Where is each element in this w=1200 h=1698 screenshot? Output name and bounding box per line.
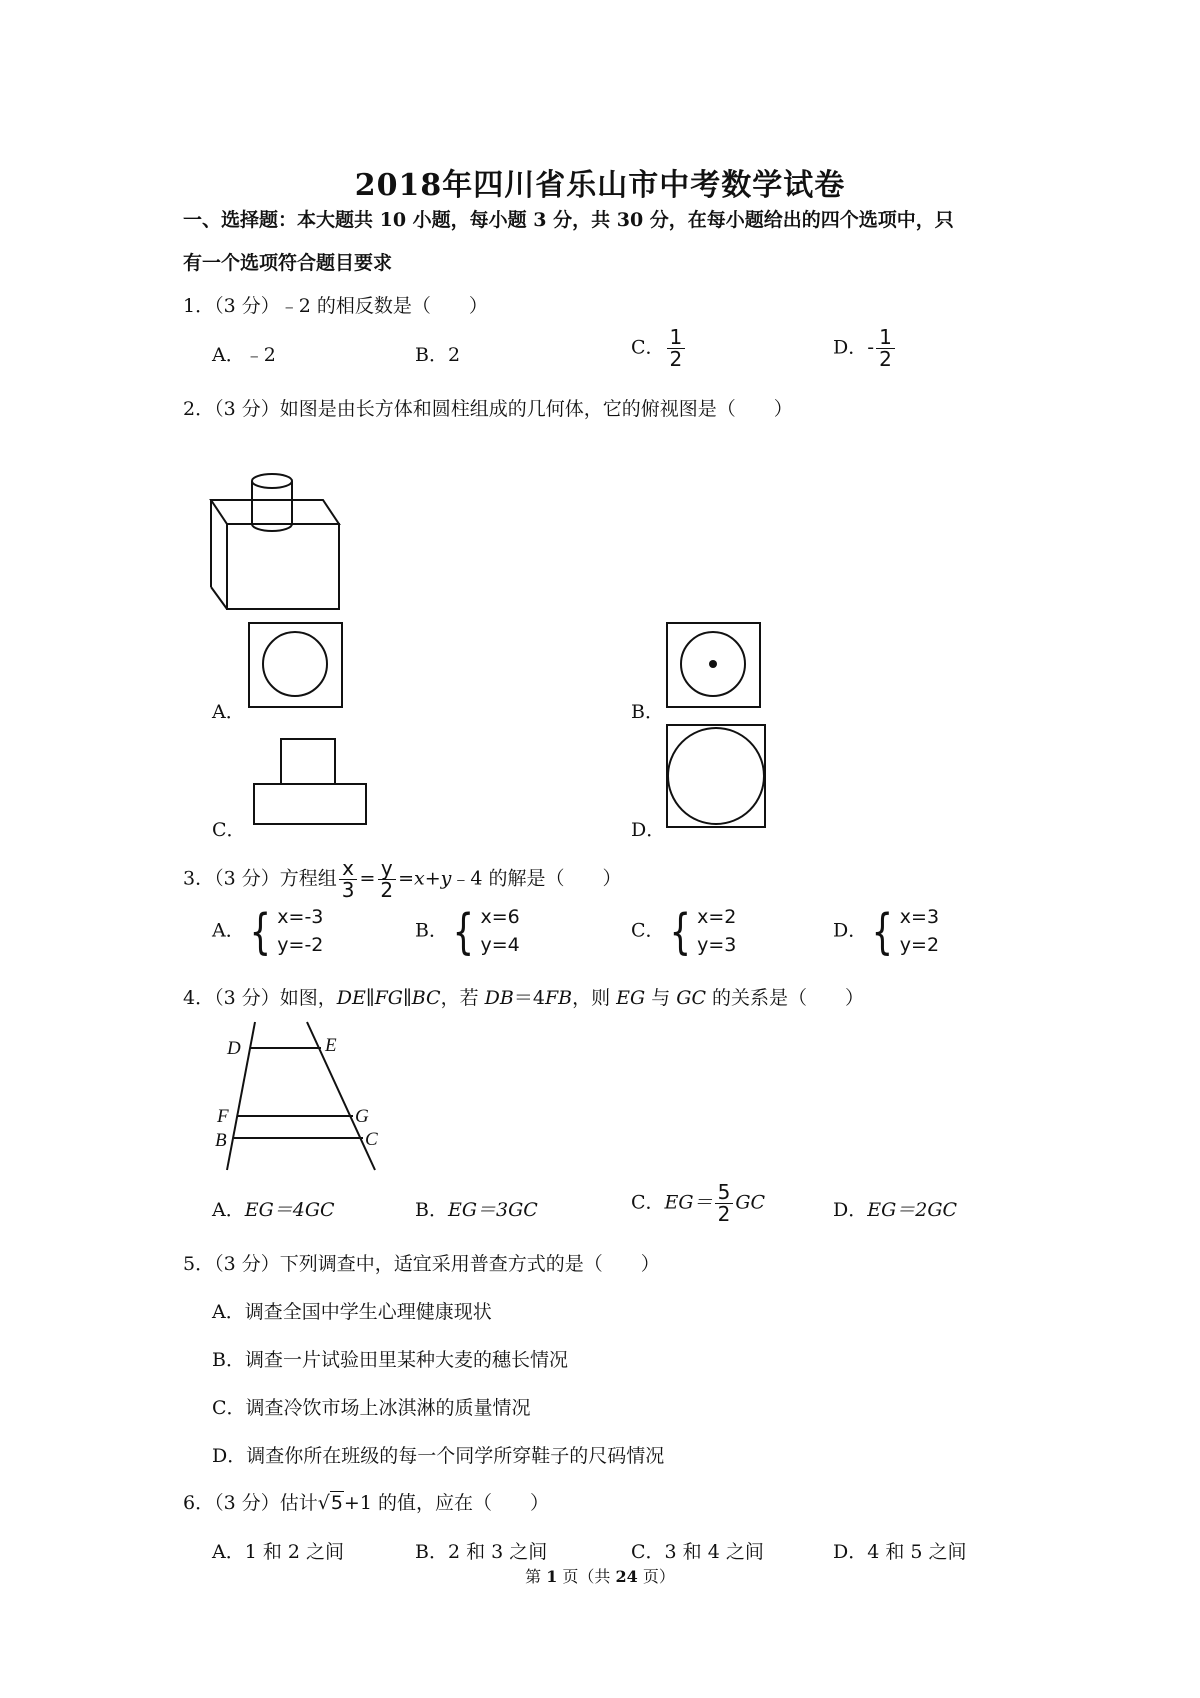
q4-option-a-label: A． — [212, 1199, 245, 1221]
label-f: F — [217, 1106, 229, 1127]
footer-text: 第 — [525, 1567, 547, 1586]
q6-option-d: D．4 和 5 之间 — [833, 1541, 967, 1563]
q3-option-c-label: C． — [631, 919, 665, 942]
q2-solid-figure — [205, 470, 345, 615]
q2-option-d-label: D． — [631, 819, 666, 841]
q4-parallel-lines-figure — [205, 1018, 405, 1173]
q3-option-c-system — [665, 904, 737, 959]
equation-line: x=6 — [480, 906, 520, 928]
q4-option-c-expr-post: GC — [735, 1191, 766, 1214]
label-c: C — [365, 1129, 378, 1150]
question-6-stem — [183, 1488, 549, 1515]
fraction-denominator: 2 — [380, 878, 394, 902]
q1-option-c-label: C． — [631, 336, 665, 359]
equation-line: y=3 — [697, 933, 737, 956]
equals-sign: = — [359, 867, 376, 890]
fraction-denominator: 3 — [341, 878, 355, 902]
q1-option-c — [631, 327, 687, 370]
q1-option-a: A．﹣2 — [212, 344, 276, 366]
q2-option-b-label: B． — [631, 701, 664, 723]
q1-option-b: B．2 — [415, 344, 461, 366]
q1-option-d-fraction — [876, 327, 895, 370]
brace-icon: { — [452, 903, 474, 960]
q4-option-d-expr: EG＝2GC — [867, 1199, 958, 1221]
stem-math: GC — [676, 987, 707, 1009]
q4-option-c-fraction — [715, 1182, 734, 1225]
q2-option-b-figure — [666, 622, 761, 708]
stem-text: 4．（3 分）如图， — [183, 987, 337, 1009]
fraction-denominator: 2 — [717, 1202, 731, 1226]
q6-sqrt: √5 — [317, 1492, 343, 1514]
q3-option-b-label: B． — [415, 919, 448, 942]
q6-option-b: B．2 和 3 之间 — [415, 1541, 548, 1563]
equation-line: x=-3 — [277, 906, 324, 928]
question-2-stem: 2．（3 分）如图是由长方体和圆柱组成的几何体，它的俯视图是（ ） — [183, 398, 793, 420]
stem-math: DE∥FG∥BC — [336, 987, 441, 1009]
q4-option-a — [212, 1195, 335, 1222]
fraction-numerator: x — [339, 858, 357, 880]
fraction-numerator: 5 — [715, 1182, 734, 1204]
q4-option-d-label: D． — [833, 1199, 868, 1221]
label-b: B — [215, 1130, 227, 1151]
q2-option-c-figure — [250, 738, 370, 828]
q4-option-d — [833, 1195, 957, 1222]
q3-stem-suffix: ﹣4 的解是（ ） — [451, 867, 622, 890]
q5-option-b: B．调查一片试验田里某种大麦的穗长情况 — [212, 1349, 568, 1371]
brace-icon: { — [871, 903, 894, 960]
q3-stem-prefix: 3．（3 分）方程组 — [183, 867, 337, 890]
stem-math: EG — [616, 987, 646, 1009]
equation-line: y=4 — [480, 933, 520, 956]
q6-option-a: A．1 和 2 之间 — [212, 1541, 345, 1563]
q4-option-c-label: C． — [631, 1191, 665, 1214]
q1-option-d-label: D． — [833, 336, 868, 359]
stem-text: 与 — [645, 987, 677, 1009]
q3-expression: x+y — [414, 867, 452, 890]
fraction-denominator: 2 — [879, 347, 892, 371]
q4-option-a-expr: EG＝4GC — [244, 1199, 335, 1221]
label-d: D — [227, 1038, 241, 1059]
stem-text: ，若 — [440, 987, 485, 1009]
q1-option-d — [833, 327, 897, 370]
q6-option-c: C．3 和 4 之间 — [631, 1541, 764, 1563]
section-header-line1: 一、选择题：本大题共 10 小题，每小题 3 分，共 30 分，在每小题给出的四个选项中，只 — [183, 209, 954, 231]
equation-line: x=2 — [697, 906, 737, 928]
equation-line: y=-2 — [277, 933, 324, 956]
question-3-stem — [183, 858, 622, 901]
label-g: G — [355, 1106, 369, 1127]
q4-option-c — [631, 1182, 765, 1225]
q3-option-a-system — [245, 904, 324, 959]
q3-option-c — [631, 904, 736, 959]
q3-option-b — [415, 904, 520, 959]
question-5-stem: 5．（3 分）下列调查中，适宜采用普查方式的是（ ） — [183, 1253, 660, 1275]
q2-option-c-label: C． — [212, 819, 246, 841]
question-1-stem: 1．（3 分）﹣2 的相反数是（ ） — [183, 295, 488, 317]
q3-option-d — [833, 904, 939, 959]
q4-option-b-expr: EG＝3GC — [447, 1199, 538, 1221]
label-e: E — [325, 1035, 337, 1056]
footer-text: 页（共 — [557, 1567, 616, 1586]
stem-text: ，则 — [572, 987, 617, 1009]
q5-option-a: A．调查全国中学生心理健康现状 — [212, 1301, 492, 1323]
q3-option-b-system — [448, 904, 520, 959]
fraction-numerator: y — [378, 858, 396, 880]
stem-math: FB — [544, 987, 573, 1009]
q3-option-d-system — [867, 904, 939, 959]
footer-page-number: 1 — [546, 1567, 558, 1586]
q6-stem-prefix: 6．（3 分）估计 — [183, 1492, 318, 1514]
question-4-stem — [183, 983, 864, 1010]
page-title: 2018年四川省乐山市中考数学试卷 — [354, 168, 846, 203]
fraction-numerator: 1 — [876, 327, 895, 349]
q3-option-d-label: D． — [833, 919, 868, 942]
q2-option-d-figure — [666, 724, 766, 828]
q1-option-c-fraction — [667, 327, 686, 370]
q6-stem-suffix: +1 的值，应在（ ） — [343, 1492, 549, 1514]
q3-fraction-x3 — [339, 858, 358, 901]
q2-option-a-label: A． — [212, 701, 245, 723]
section-header-line2: 有一个选项符合题目要求 — [183, 252, 393, 274]
q4-option-b-label: B． — [415, 1199, 448, 1221]
minus-sign: - — [867, 336, 875, 359]
q3-fraction-y2 — [377, 858, 396, 901]
equation-line: y=2 — [899, 933, 940, 956]
q2-option-a-figure — [248, 622, 343, 708]
footer-total-pages: 24 — [615, 1567, 638, 1586]
stem-math: DB — [484, 987, 514, 1009]
q5-option-d: D．调查你所在班级的每一个同学所穿鞋子的尺码情况 — [212, 1445, 665, 1467]
q4-option-b — [415, 1195, 538, 1222]
fraction-denominator: 2 — [669, 347, 683, 371]
q5-option-c: C．调查冷饮市场上冰淇淋的质量情况 — [212, 1397, 531, 1419]
q3-option-a — [212, 904, 323, 959]
stem-text: ＝4 — [513, 987, 545, 1009]
footer-text: 页） — [637, 1567, 675, 1586]
page-footer — [0, 1564, 1200, 1587]
q4-option-c-expr-pre: EG＝ — [664, 1191, 713, 1214]
fraction-numerator: 1 — [667, 327, 686, 349]
sqrt-radicand: 5 — [330, 1492, 343, 1514]
equals-sign: = — [398, 867, 415, 890]
brace-icon: { — [249, 903, 271, 960]
equation-line: x=3 — [899, 906, 940, 928]
stem-text: 的关系是（ ） — [706, 987, 865, 1009]
brace-icon: { — [669, 903, 691, 960]
q3-option-a-label: A． — [212, 919, 245, 942]
